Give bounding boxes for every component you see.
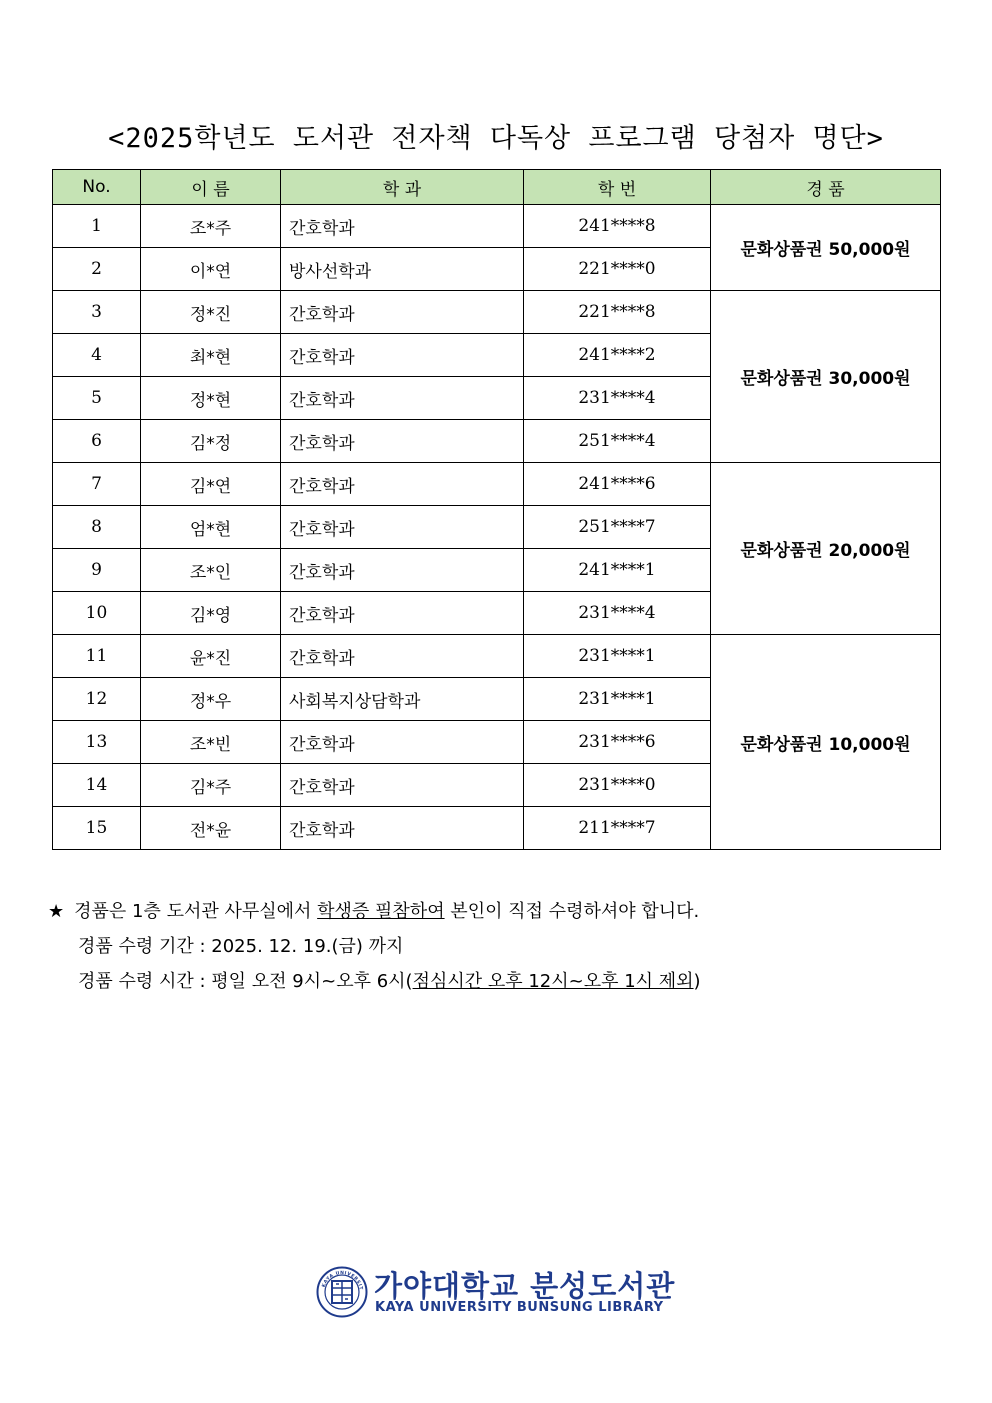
row-no: 3	[53, 291, 141, 334]
row-department: 간호학과	[281, 205, 524, 248]
university-seal-icon	[316, 1266, 368, 1318]
row-department: 방사선학과	[281, 248, 524, 291]
table-row	[53, 205, 941, 248]
library-logo	[316, 1266, 686, 1326]
row-name: 김*정	[141, 420, 281, 463]
header-department: 학 과	[281, 170, 524, 205]
row-department: 간호학과	[281, 291, 524, 334]
row-department: 간호학과	[281, 549, 524, 592]
header-prize: 경 품	[711, 170, 941, 205]
row-department: 간호학과	[281, 506, 524, 549]
row-no: 13	[53, 721, 141, 764]
row-name: 정*현	[141, 377, 281, 420]
library-name-korean: 가야대학교 분성도서관	[374, 1269, 676, 1303]
row-name: 정*우	[141, 678, 281, 721]
prize-cell: 문화상품권 30,000원	[711, 291, 941, 463]
row-no: 12	[53, 678, 141, 721]
row-name: 윤*진	[141, 635, 281, 678]
row-department: 사회복지상담학과	[281, 678, 524, 721]
header-no: No.	[53, 170, 141, 205]
library-name-english: KAYA UNIVERSITY BUNSUNG LIBRARY	[375, 1300, 664, 1315]
notes-underlined-text: 학생증 필참하여	[317, 901, 445, 922]
row-department: 간호학과	[281, 463, 524, 506]
row-no: 11	[53, 635, 141, 678]
row-name: 조*주	[141, 205, 281, 248]
row-name: 정*진	[141, 291, 281, 334]
row-student-id: 231****1	[524, 635, 711, 678]
row-student-id: 231****6	[524, 721, 711, 764]
seal-text: KAYA UNIVERSIT	[321, 1270, 363, 1291]
row-name: 김*영	[141, 592, 281, 635]
row-student-id: 251****7	[524, 506, 711, 549]
row-student-id: 231****4	[524, 377, 711, 420]
row-name: 이*연	[141, 248, 281, 291]
row-student-id: 231****4	[524, 592, 711, 635]
notes-text: )	[693, 971, 701, 992]
row-no: 5	[53, 377, 141, 420]
table-row	[53, 635, 941, 678]
row-name: 엄*현	[141, 506, 281, 549]
row-student-id: 211****7	[524, 807, 711, 850]
row-student-id: 241****8	[524, 205, 711, 248]
row-student-id: 241****2	[524, 334, 711, 377]
row-department: 간호학과	[281, 764, 524, 807]
row-name: 조*빈	[141, 721, 281, 764]
notes-line-3	[48, 964, 948, 999]
table-header-row	[53, 170, 941, 205]
row-no: 15	[53, 807, 141, 850]
row-no: 7	[53, 463, 141, 506]
row-name: 전*윤	[141, 807, 281, 850]
row-no: 8	[53, 506, 141, 549]
row-department: 간호학과	[281, 377, 524, 420]
notes-line-2: 경품 수령 기간 : 2025. 12. 19.(금) 까지	[78, 936, 404, 957]
row-student-id: 231****1	[524, 678, 711, 721]
notes-text: 경품 수령 시간 : 평일 오전 9시~오후 6시(	[78, 971, 413, 992]
row-no: 6	[53, 420, 141, 463]
row-name: 조*인	[141, 549, 281, 592]
row-no: 1	[53, 205, 141, 248]
star-icon: ★	[48, 901, 65, 922]
row-student-id: 221****0	[524, 248, 711, 291]
prize-cell: 문화상품권 10,000원	[711, 635, 941, 850]
row-department: 간호학과	[281, 334, 524, 377]
row-student-id: 231****0	[524, 764, 711, 807]
row-department: 간호학과	[281, 420, 524, 463]
row-department: 간호학과	[281, 721, 524, 764]
winners-table	[52, 169, 941, 850]
table-row	[53, 291, 941, 334]
row-name: 김*연	[141, 463, 281, 506]
pickup-notes	[48, 894, 948, 999]
header-name: 이 름	[141, 170, 281, 205]
row-name: 김*주	[141, 764, 281, 807]
notes-text: 본인이 직접 수령하셔야 합니다.	[444, 901, 700, 922]
notes-line-1	[48, 894, 948, 929]
row-no: 10	[53, 592, 141, 635]
row-department: 간호학과	[281, 635, 524, 678]
row-name: 최*현	[141, 334, 281, 377]
prize-cell: 문화상품권 50,000원	[711, 205, 941, 291]
table-row	[53, 463, 941, 506]
row-student-id: 241****6	[524, 463, 711, 506]
row-student-id: 251****4	[524, 420, 711, 463]
header-student-id: 학 번	[524, 170, 711, 205]
row-student-id: 221****8	[524, 291, 711, 334]
row-no: 2	[53, 248, 141, 291]
notes-underlined-text: 점심시간 오후 12시~오후 1시 제외	[412, 971, 694, 992]
notes-text: 경품은 1층 도서관 사무실에서	[74, 901, 318, 922]
row-no: 4	[53, 334, 141, 377]
row-no: 14	[53, 764, 141, 807]
page-title: <2025학년도 도서관 전자책 다독상 프로그램 당첨자 명단>	[108, 123, 884, 154]
row-department: 간호학과	[281, 592, 524, 635]
row-department: 간호학과	[281, 807, 524, 850]
row-no: 9	[53, 549, 141, 592]
row-student-id: 241****1	[524, 549, 711, 592]
prize-cell: 문화상품권 20,000원	[711, 463, 941, 635]
